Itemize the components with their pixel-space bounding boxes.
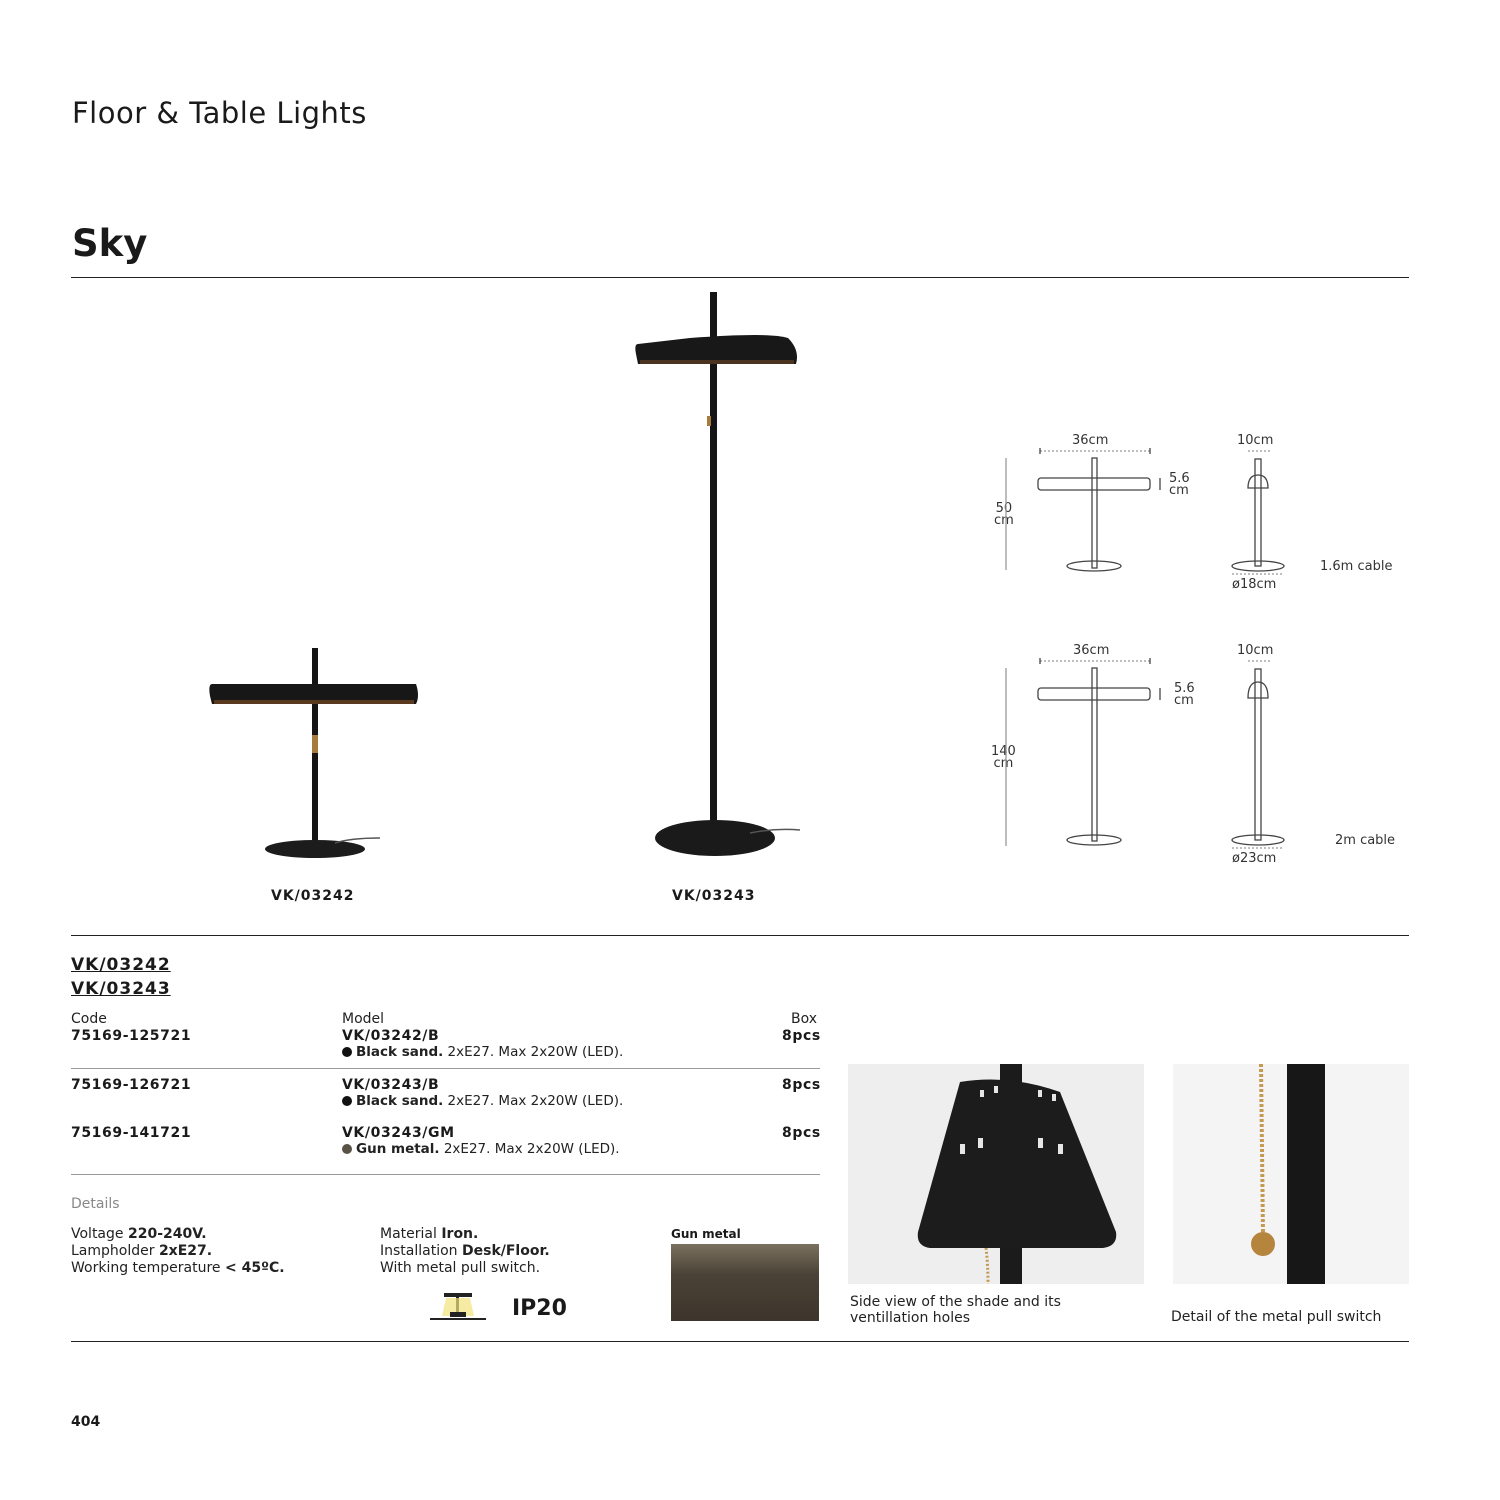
box-column-header: Box — [791, 1011, 818, 1027]
bottom-divider — [71, 1341, 1409, 1342]
row-divider — [71, 1068, 820, 1069]
shade-side-view-photo — [848, 1064, 1144, 1284]
row-description: Gun metal. 2xE27. Max 2x20W (LED). — [342, 1141, 620, 1157]
row-box: 8pcs — [782, 1028, 821, 1044]
table-depth-dim: 10cm — [1237, 433, 1274, 448]
finish-color-dot — [342, 1047, 352, 1057]
products-divider — [71, 935, 1409, 936]
table-height-dim: 50 cm — [994, 501, 1014, 528]
table-lamp-image — [200, 640, 430, 870]
floor-base-dim: ø23cm — [1232, 851, 1277, 866]
model-column-header: Model — [342, 1011, 385, 1027]
row-box: 8pcs — [782, 1125, 821, 1141]
row-description: Black sand. 2xE27. Max 2x20W (LED). — [342, 1093, 623, 1109]
electrical-specs: Voltage 220-240V. Lampholder 2xE27. Working temperature < 45ºC. — [71, 1226, 285, 1276]
table-lamp-label: VK/03242 — [271, 888, 355, 904]
codes-heading-2: VK/03243 — [71, 979, 171, 999]
floor-depth-dim: 10cm — [1237, 643, 1274, 658]
code-column-header: Code — [71, 1011, 107, 1027]
material-specs: Material Iron. Installation Desk/Floor. With metal pull switch. — [380, 1226, 550, 1276]
row-code: 75169-141721 — [71, 1125, 192, 1141]
row-code: 75169-126721 — [71, 1077, 192, 1093]
row-description: Black sand. 2xE27. Max 2x20W (LED). — [342, 1044, 623, 1060]
pull-switch-photo — [1173, 1064, 1409, 1284]
row-model: VK/03243/B — [342, 1077, 440, 1093]
row-box: 8pcs — [782, 1077, 821, 1093]
floor-lamp-image — [630, 288, 810, 868]
product-title: Sky — [72, 222, 148, 265]
table-bottom-divider — [71, 1174, 820, 1175]
gun-metal-swatch — [671, 1244, 819, 1321]
floor-lamp-drawing — [1000, 650, 1300, 865]
row-code: 75169-125721 — [71, 1028, 192, 1044]
finish-color-dot — [342, 1096, 352, 1106]
details-label: Details — [71, 1196, 120, 1212]
table-shade-height-dim: 5.6 cm — [1169, 471, 1190, 498]
title-divider — [71, 277, 1409, 278]
floor-shade-height-dim: 5.6 cm — [1174, 681, 1195, 708]
swatch-label: Gun metal — [671, 1227, 741, 1241]
floor-width-dim: 36cm — [1073, 643, 1110, 658]
switch-photo-caption: Detail of the metal pull switch — [1171, 1309, 1382, 1325]
shade-photo-caption: Side view of the shade and its ventillation holes — [850, 1294, 1061, 1326]
page-number: 404 — [71, 1414, 101, 1430]
table-width-dim: 36cm — [1072, 433, 1109, 448]
floor-cable-length: 2m cable — [1335, 833, 1396, 848]
codes-heading-1: VK/03242 — [71, 955, 171, 975]
row-model: VK/03242/B — [342, 1028, 440, 1044]
table-lamp-drawing — [1000, 440, 1300, 590]
desk-installation-icon — [430, 1290, 486, 1322]
ip-rating: IP20 — [512, 1296, 567, 1321]
table-cable-length: 1.6m cable — [1320, 559, 1393, 574]
section-title: Floor & Table Lights — [72, 96, 367, 130]
table-base-dim: ø18cm — [1232, 577, 1277, 592]
floor-height-dim: 140 cm — [991, 744, 1016, 771]
finish-color-dot — [342, 1144, 352, 1154]
row-model: VK/03243/GM — [342, 1125, 455, 1141]
floor-lamp-label: VK/03243 — [672, 888, 756, 904]
